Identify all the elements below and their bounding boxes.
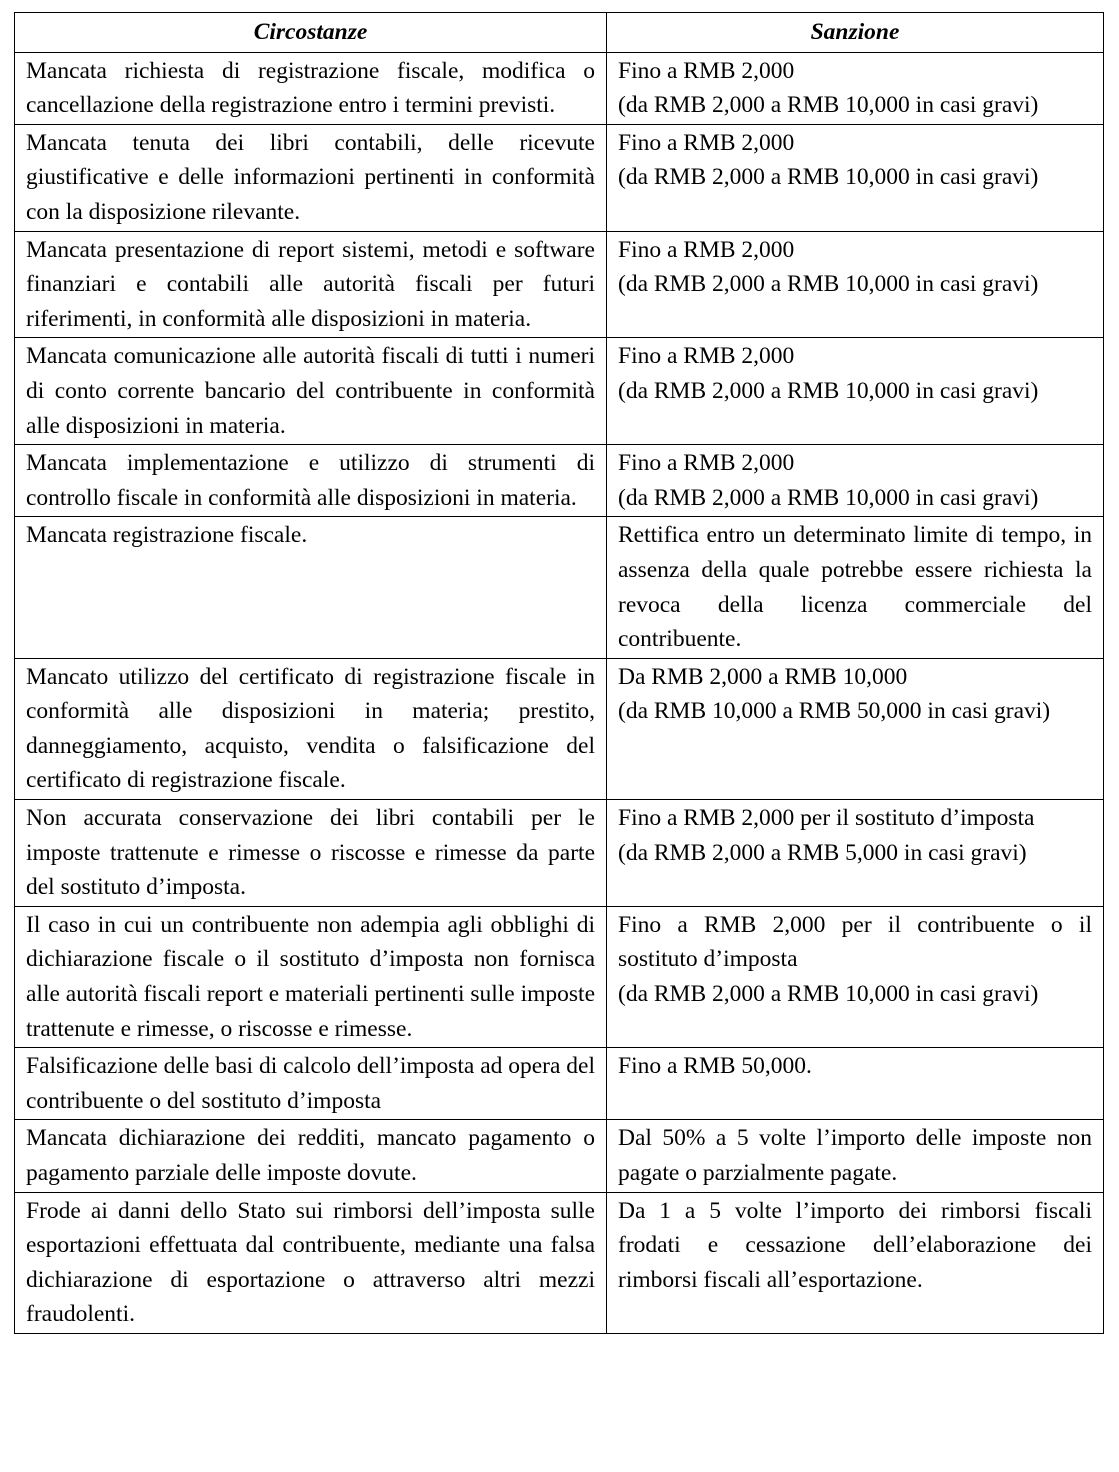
circumstance-cell: Il caso in cui un contribuente non adempia agli obblighi di dichiarazione fiscale o il sostituto d’imposta non fornisca alle autorità fiscali report e materiali pertinenti sulle imposte trattenute e rimesse, o riscosse e rimesse. bbox=[15, 906, 607, 1047]
table-row bbox=[15, 800, 1104, 907]
circumstance-cell: Mancata dichiarazione dei redditi, mancato pagamento o pagamento parziale delle imposte dovute. bbox=[15, 1120, 607, 1192]
penalty-line: (da RMB 2,000 a RMB 10,000 in casi gravi) bbox=[618, 377, 1039, 404]
penalty-cell bbox=[607, 658, 1104, 799]
table-row bbox=[15, 231, 1104, 338]
circumstance-cell: Mancata presentazione di report sistemi, metodi e software finanziari e contabili alle autorità fiscali per futuri riferimenti, in conformità alle disposizioni in materia. bbox=[15, 231, 607, 338]
table-row bbox=[15, 1192, 1104, 1333]
penalty-line: Da RMB 2,000 a RMB 10,000 bbox=[618, 663, 908, 690]
penalty-line: (da RMB 2,000 a RMB 10,000 in casi gravi) bbox=[618, 92, 1039, 119]
table-header-row bbox=[15, 13, 1104, 53]
penalty-line: (da RMB 2,000 a RMB 10,000 in casi gravi) bbox=[618, 484, 1039, 511]
circumstance-cell: Frode ai danni dello Stato sui rimborsi dell’imposta sulle esportazioni effettuata dal contribuente, mediante una falsa dichiarazione di esportazione o attraverso altri mezzi fraudolenti. bbox=[15, 1192, 607, 1333]
circumstance-cell: Non accurata conservazione dei libri contabili per le imposte trattenute e rimesse o riscosse e rimesse da parte del sostituto d’imposta. bbox=[15, 800, 607, 907]
table-row bbox=[15, 445, 1104, 517]
circumstance-cell: Mancata richiesta di registrazione fiscale, modifica o cancellazione della registrazione entro i termini previsti. bbox=[15, 52, 607, 124]
circumstance-cell: Mancata comunicazione alle autorità fiscali di tutti i numeri di conto corrente bancario del contribuente in conformità alle disposizioni in materia. bbox=[15, 338, 607, 445]
penalty-line: Fino a RMB 2,000 bbox=[618, 129, 795, 156]
penalty-line: Fino a RMB 2,000 bbox=[618, 57, 795, 84]
table-row bbox=[15, 906, 1104, 1047]
circumstance-cell: Mancata registrazione fiscale. bbox=[15, 517, 607, 658]
table-row bbox=[15, 658, 1104, 799]
circumstance-cell: Mancata implementazione e utilizzo di strumenti di controllo fiscale in conformità alle disposizioni in materia. bbox=[15, 445, 607, 517]
penalty-cell: Fino a RMB 50,000. bbox=[607, 1048, 1104, 1120]
penalty-line: Fino a RMB 2,000 per il sostituto d’imposta bbox=[618, 805, 1035, 832]
penalty-cell bbox=[607, 231, 1104, 338]
header-circumstances: Circostanze bbox=[15, 13, 607, 53]
penalty-line: (da RMB 10,000 a RMB 50,000 in casi gravi) bbox=[618, 698, 1051, 725]
table-row bbox=[15, 338, 1104, 445]
penalty-line: (da RMB 2,000 a RMB 5,000 in casi gravi) bbox=[618, 839, 1027, 866]
penalty-line: Fino a RMB 2,000 bbox=[618, 343, 795, 370]
circumstance-cell: Mancato utilizzo del certificato di registrazione fiscale in conformità alle disposizioni in materia; prestito, danneggiamento, acquisto, vendita o falsificazione del certificato di registrazione fiscale. bbox=[15, 658, 607, 799]
penalty-cell bbox=[607, 124, 1104, 231]
penalty-cell: Dal 50% a 5 volte l’importo delle imposte non pagate o parzialmente pagate. bbox=[607, 1120, 1104, 1192]
penalty-cell bbox=[607, 338, 1104, 445]
penalty-line: Fino a RMB 2,000 bbox=[618, 236, 795, 263]
penalty-cell bbox=[607, 52, 1104, 124]
circumstance-cell: Mancata tenuta dei libri contabili, delle ricevute giustificative e delle informazioni pertinenti in conformità con la disposizione rilevante. bbox=[15, 124, 607, 231]
table-row bbox=[15, 1120, 1104, 1192]
penalty-cell: Da 1 a 5 volte l’importo dei rimborsi fiscali frodati e cessazione dell’elaborazione dei rimborsi fiscali all’esportazione. bbox=[607, 1192, 1104, 1333]
table-row bbox=[15, 52, 1104, 124]
penalty-cell bbox=[607, 445, 1104, 517]
penalty-line: (da RMB 2,000 a RMB 10,000 in casi gravi) bbox=[618, 271, 1039, 298]
penalty-line: Fino a RMB 2,000 per il contribuente o il sostituto d’imposta bbox=[618, 911, 1092, 973]
penalty-cell bbox=[607, 800, 1104, 907]
penalty-cell bbox=[607, 906, 1104, 1047]
circumstance-cell: Falsificazione delle basi di calcolo dell’imposta ad opera del contribuente o del sostituto d’imposta bbox=[15, 1048, 607, 1120]
header-penalty: Sanzione bbox=[607, 13, 1104, 53]
penalty-line: (da RMB 2,000 a RMB 10,000 in casi gravi) bbox=[618, 164, 1039, 191]
table-row bbox=[15, 124, 1104, 231]
penalty-line: Fino a RMB 2,000 bbox=[618, 450, 795, 477]
penalty-cell: Rettifica entro un determinato limite di tempo, in assenza della quale potrebbe essere richiesta la revoca della licenza commerciale del contribuente. bbox=[607, 517, 1104, 658]
penalties-table bbox=[14, 12, 1104, 1334]
penalty-line: (da RMB 2,000 a RMB 10,000 in casi gravi) bbox=[618, 981, 1039, 1008]
table-row bbox=[15, 517, 1104, 658]
table-row bbox=[15, 1048, 1104, 1120]
